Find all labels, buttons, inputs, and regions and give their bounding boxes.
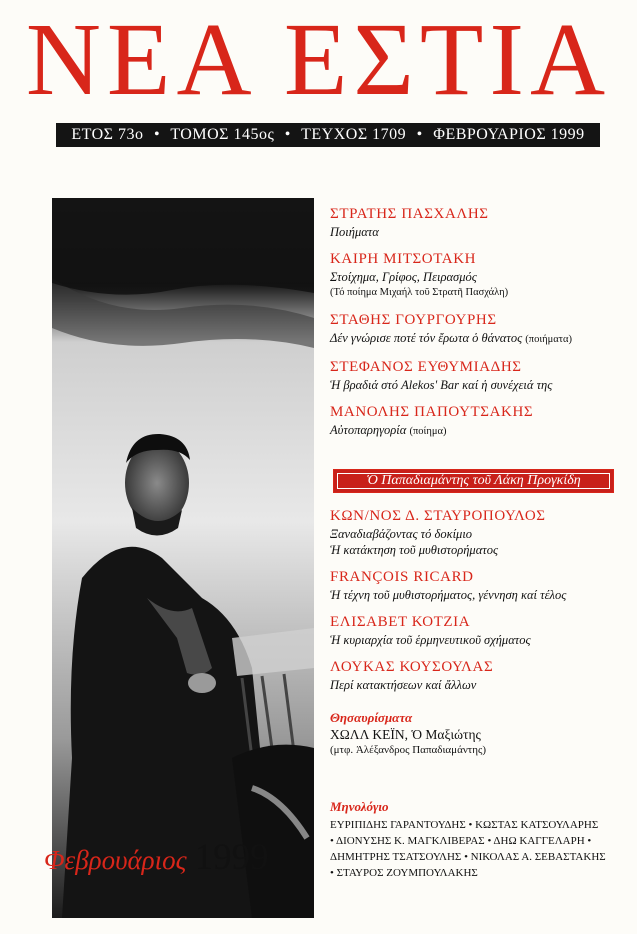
work-title: Περί κατακτήσεων καί ἄλλων — [330, 678, 477, 692]
work-note: (Τό ποίημα Μιχαήλ τοῦ Στρατῆ Πασχάλη) — [330, 287, 509, 298]
cover-photo — [52, 198, 314, 918]
author-name: ΚΩΝ/ΝΟΣ Δ. ΣΤΑΥΡΟΠΟΥΛΟΣ — [330, 508, 546, 524]
author-name: ΛΟΥΚΑΣ ΚΟΥΣΟΥΛΑΣ — [330, 659, 494, 675]
menologio-line: ΕΥΡΙΠΙΔΗΣ ΓΑΡΑΝΤΟΥΔΗΣ • ΚΩΣΤΑΣ ΚΑΤΣΟΥΛΑΡΗΣ — [330, 819, 599, 831]
issue-month: ΦΕΒΡΟΥΑΡΙΟΣ 1999 — [433, 126, 585, 143]
feature-banner: Ὁ Παπαδιαμάντης τοῦ Λάκη Προγκίδη — [333, 469, 614, 493]
toc-entry — [330, 507, 630, 558]
issue-volume: ΤΟΜΟΣ 145ος — [170, 126, 275, 143]
menologio-section — [330, 798, 630, 881]
work-title-text: Δέν γνώρισε ποτέ τόν ἔρωτα ὁ θάνατος — [330, 331, 523, 345]
thesaurismata-section — [330, 709, 630, 758]
magazine-title: ΝΕΑ ΕΣΤΙΑ — [25, 2, 612, 117]
work-title — [330, 330, 630, 348]
menologio-line: ΔΗΜΗΤΡΗΣ ΤΣΑΤΣΟΥΛΗΣ • ΝΙΚΟΛΑΣ Α. ΣΕΒΑΣΤΑΚΗΣ — [330, 851, 606, 863]
author-name: ΜΑΝΟΛΗΣ ΠΑΠΟΥΤΣΑΚΗΣ — [330, 404, 534, 420]
thesaurismata-line: ΧΩΛΛ ΚΕΪΝ, Ὁ Μαξιώτης — [330, 727, 481, 742]
issue-number: ΤΕΥΧΟΣ 1709 — [301, 126, 407, 143]
toc-entry — [330, 568, 630, 603]
issue-year: ΕΤΟΣ 73ο — [71, 126, 144, 143]
work-title: Ξαναδιαβάζοντας τό δοκίμιο — [330, 527, 473, 541]
section-heading: Μηνολόγιο — [330, 799, 389, 814]
cover-year: 1999 — [194, 837, 269, 878]
toc-entry — [330, 311, 630, 348]
work-tag: (ποιήματα) — [525, 334, 572, 345]
work-title: Ἡ κατάκτηση τοῦ μυθιστορήματος — [330, 543, 499, 557]
issue-info-strip — [56, 123, 600, 147]
work-title-text: Αὐτοπαρηγορία — [330, 423, 407, 437]
table-of-contents — [330, 205, 630, 450]
portrait-illustration — [52, 198, 314, 918]
work-tag: (ποίημα) — [409, 426, 447, 437]
work-title — [330, 422, 630, 440]
separator: • — [153, 126, 161, 143]
menologio-line: • ΔΙΟΝΥΣΗΣ Κ. ΜΑΓΚΛΙΒΕΡΑΣ • ΔΗΩ ΚΑΓΓΕΛΑΡΗ • — [330, 835, 592, 847]
thesaurismata-note: (μτφ. Ἀλέξανδρος Παπαδιαμάντης) — [330, 744, 486, 756]
feature-contents — [330, 507, 630, 768]
author-name: ΚΑΙΡΗ ΜΙΤΣΟΤΑΚΗ — [330, 251, 477, 267]
toc-entry — [330, 658, 630, 693]
separator: • — [416, 126, 423, 143]
toc-entry — [330, 250, 630, 301]
work-title: Ἡ βραδιά στό Alekos' Bar καί ἡ συνέχειά της — [330, 378, 553, 392]
work-title: Ποιήματα — [330, 225, 379, 239]
menologio-line: • ΣΤΑΥΡΟΣ ΖΟΥΜΠΟΥΛΑΚΗΣ — [330, 867, 478, 879]
section-heading: Θησαυρίσματα — [330, 710, 413, 725]
work-title: Ἡ τέχνη τοῦ μυθιστορήματος, γέννηση καί τέλος — [330, 588, 567, 602]
author-name: ΕΛΙΣΑΒΕΤ ΚΟΤΖΙΑ — [330, 614, 471, 630]
toc-entry — [330, 358, 630, 393]
cover-date — [44, 836, 269, 879]
author-name: ΣΤΑΘΗΣ ΓΟΥΡΓΟΥΡΗΣ — [330, 312, 497, 328]
cover-month: Φεβρουάριος — [44, 845, 187, 875]
toc-entry — [330, 403, 630, 440]
separator: • — [284, 126, 291, 143]
toc-entry — [330, 205, 630, 240]
work-title: Στοίχημα, Γρίφος, Πειρασμός — [330, 270, 477, 284]
author-name: ΣΤΕΦΑΝΟΣ ΕΥΘΥΜΙΑΔΗΣ — [330, 359, 522, 375]
author-name: FRANÇOIS RICARD — [330, 569, 474, 585]
work-title: Ἡ κυριαρχία τοῦ ἑρμηνευτικοῦ σχήματος — [330, 633, 531, 647]
author-name: ΣΤΡΑΤΗΣ ΠΑΣΧΑΛΗΣ — [330, 206, 489, 222]
toc-entry — [330, 613, 630, 648]
